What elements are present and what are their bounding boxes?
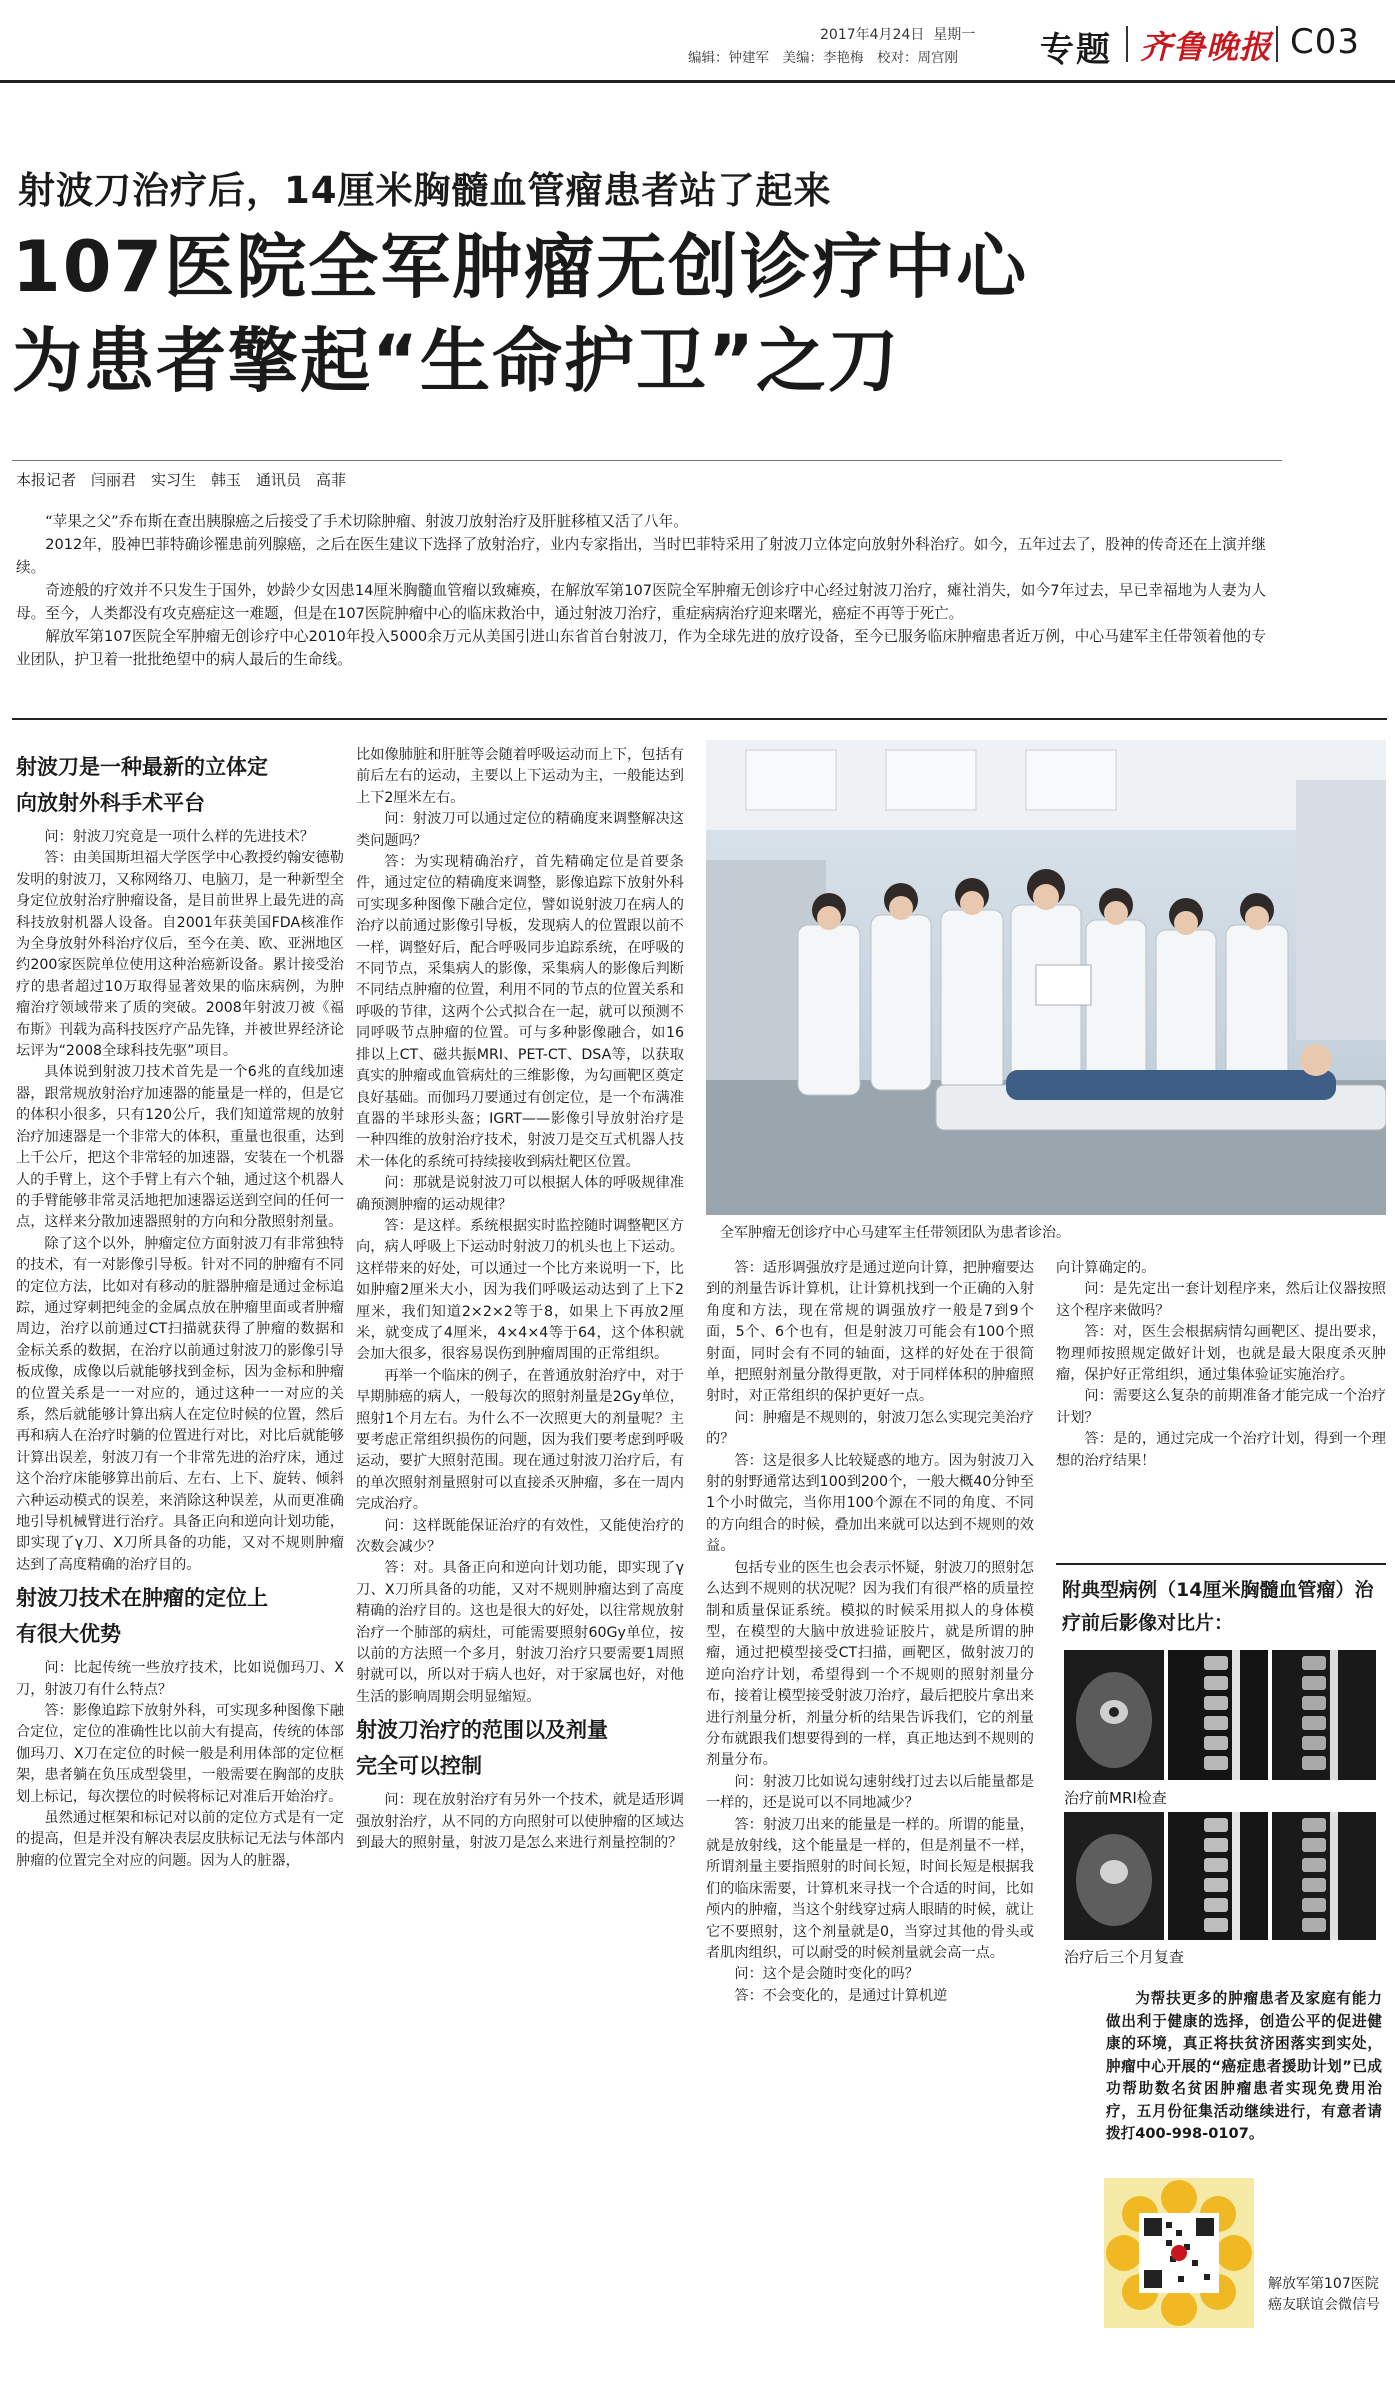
column-2 [356,745,684,2385]
mri-before-images [1064,1650,1376,1780]
paragraph: 答：是的，通过完成一个治疗计划，得到一个理想的治疗结果！ [1056,1431,1386,1469]
notice-text: 为帮扶更多的肿瘤患者及家庭有能力做出利于健康的选择，创造公平的促进健康的环境，真正将扶贫济困落实到实处，肿瘤中心开展的“癌症患者援助计划”已成功帮助数名贫困肿瘤患者实现免费用治疗，五月份征集活动继续进行，有意者请拨打400-998-0107。 [1106,1990,1382,2142]
date-line [820,24,975,44]
headline-line2: 为患者擎起“生命护卫”之刀 [12,320,901,402]
byline-rule [12,460,1282,461]
paragraph: 答：对，医生会根据病情勾画靶区、提出要求，物理师按照规定做好计划，也就是最大限度杀灭肿瘤，保护好正常组织，通过集体验证实施治疗。 [1056,1324,1386,1384]
mri-after-images [1064,1812,1376,1940]
header-divider [1126,26,1128,62]
label-after: 治疗后三个月复查 [1064,1948,1185,1966]
paragraph: 问：需要这么复杂的前期准备才能完成一个治疗计划？ [1056,1388,1386,1426]
case-rule [1056,1563,1386,1565]
paragraph: 答：适形调强放疗是通过逆向计算，把肿瘤要达到的剂量告诉计算机，让计算机找到一个正确的入射角度和方法，现在常规的调强放疗一般是7到9个面，5个、6个也有，但是射波刀可能会有100个照射面，同时会有不同的轴面，这样的好处在于很简单，把照射剂量分散得更散，对于同样体积的肿瘤照射时，对正常组织的保护更好一点。 [706,1260,1034,1405]
paragraph: 包括专业的医生也会表示怀疑，射波刀的照射怎么达到不规则的状况呢？因为我们有很严格的质量控制和质量保证系统。模拟的时候采用拟人的身体模型，在模型的大脑中放进验证胶片，就是所谓的肿瘤，通过把模型接受CT扫描，画靶区，做射波刀的逆向治疗计划，希望得到一个不规则的照射剂量分布，接着让模型接受射波刀治疗，最后把胶片拿出来进行剂量分析，剂量分析的结果告诉我们，它的剂量分布就跟我们想要得到的一样，真正地达到不规则的剂量分布。 [706,1559,1034,1769]
paragraph: 问：比起传统一些放疗技术，比如说伽玛刀、X刀，射波刀有什么特点？ [16,1660,344,1698]
column-1 [16,745,344,2385]
page-number: C03 [1290,22,1361,62]
intro-paragraph: 2012年，股神巴菲特确诊罹患前列腺癌，之后在医生建议下选择了放射治疗，业内专家指出，当时巴菲特采用了射波刀立体定向放射外科治疗。如今，五年过去了，股神的传奇还在上演并继续。 [16,536,1266,576]
section-name: 专题 [1040,30,1112,70]
photo-caption: 全军肿瘤无创诊疗中心马建军主任带领团队为患者诊治。 [720,1225,1070,1241]
byline: 本报记者 闫丽君 实习生 韩玉 通讯员 高菲 [16,471,347,489]
mri-before-illustration [1064,1650,1376,1780]
paragraph: 问：射波刀究竟是一项什么样的先进技术？ [44,829,314,845]
header-rule [0,80,1395,83]
paper-logo: 齐鲁晚报 [1140,28,1273,66]
paragraph: 问：射波刀比如说勾速射线打过去以后能量都是一样的，还是说可以不同地减少？ [706,1773,1034,1812]
paragraph: 答：为实现精确治疗，首先精确定位是首要条件，通过定位的精确度来调整，影像追踪下放射外科可实现多种图像下融合定位，譬如说射波刀在病人的治疗以前通过影像引导板，发现病人的位置跟以前不一样，调整好后，配合呼吸同步追踪系统，在呼吸的不同节点，采集病人的影像，采集病人的影像后判断不同结点肿瘤的位置，利用不同的节点的位置关系和呼吸的节律，这两个公式拟合在一起，就可以预测不同呼吸节点肿瘤的位置。可与多种影像融合，如16排以上CT、磁共振MRI、PET-CT、DSA等，以获取真实的肿瘤或血管病灶的三维影像，为勾画靶区奠定良好基础。而伽玛刀要通过有创定位，是一个布满准直器的半球形头盔；IGRT——影像引导放射治疗是一种四维的放射治疗技术，射波刀是交互式机器人技术一体化的系统可持续接收到病灶靶区位置。 [356,854,684,1170]
column-3 [706,1258,1034,2385]
headline-line1: 107医院全军肿瘤无创诊疗中心 [12,226,1029,308]
paragraph: 答：是这样。系统根据实时监控随时调整靶区方向，病人呼吸上下运动时射波刀的机头也上下运动。这样带来的好处，可以通过一个比方来说明一下，比如肿瘤2厘米大小，因为我们呼吸运动达到了上下2厘米，我们知道2×2×2等于8，如果上下再放2厘米，就变成了4厘米，4×4×4等于64，这个体积就会加大很多，很容易误伤到肿瘤周围的正常组织。 [356,1217,684,1363]
paragraph: 答：射波刀出来的能量是一样的。所谓的能量，就是放射线，这个能量是一样的，但是剂量不一样，所谓剂量主要指照射的时间长短，时间长短是根据我们的临床需要，计算机来寻找一个合适的时间，比如颅内的肿瘤，当这个射线穿过病人眼睛的时候，就让它不要照射，这个剂量就是0，当穿过其他的骨头或者肌肉组织，可以耐受的时候剂量就会高一点。 [706,1816,1034,1961]
paragraph: 问：肿瘤是不规则的，射波刀怎么实现完美治疗的？ [706,1409,1034,1448]
paragraph: 答：影像追踪下放射外科，可实现多种图像下融合定位，定位的准确性比以前大有提高，传统的体部伽玛刀、X刀在定位的时候一般是利用体部的定位框架，患者躺在负压成型袋里，一般需要在胸部的皮肤划上标记，每次摆位的时候将标记对准后开始治疗。 [16,1703,344,1805]
paragraph: 问：这个是会随时变化的吗？ [734,1966,919,1983]
team-photo [706,740,1386,1215]
paragraph: 虽然通过框架和标记对以前的定位方式是有一定的提高，但是并没有解决表层皮肤标记无法与体部内肿瘤的位置完全对应的问题。因为人的脏器， [16,1810,344,1869]
paragraph: 具体说到射波刀技术首先是一个6兆的直线加速器，跟常规放射治疗加速器的能量是一样的，但是它的体积小很多，只有120公斤，我们知道常规的放射治疗加速器是一个非常大的体积，重量也很重，达到上千公斤，把这个非常轻的加速器，安装在一个机器人的手臂上，这个手臂上有六个轴，通过这个机器人的手臂能够非常灵活地把加速器运送到空间的任何一点，这样来分散加速器照射的方向和分散照射剂量。 [16,1064,344,1231]
subheading: 射波刀是一种最新的立体定 向放射外科手术平台 [16,755,268,815]
paragraph: 再举一个临床的例子，在普通放射治疗中，对于早期肺癌的病人，一般每次的照射剂量是2Gy单位，照射1个月左右。为什么不一次照更大的剂量呢？主要考虑正常组织损伤的问题，因为我们要考虑到呼吸运动，要扩大照射范围。现在通过射波刀治疗后，有的单次照射剂量照射可以直接杀灭肿瘤，多在一周内完成治疗。 [356,1367,684,1513]
paragraph: 问：这样既能保证治疗的有效性，又能使治疗的次数会减少？ [356,1517,684,1556]
paragraph: 问：那就是说射波刀可以根据人体的呼吸规律准确预测肿瘤的运动规律？ [356,1175,684,1213]
intro-paragraph: “苹果之父”乔布斯在查出胰腺癌之后接受了手术切除肿瘤、射波刀放射治疗及肝脏移植又活了八年。 [45,513,688,530]
paragraph: 问：现在放射治疗有另外一个技术，就是适形调强放射治疗，从不同的方向照射可以使肿瘤的区域达到最大的照射量，射波刀是怎么来进行剂量控制的？ [356,1792,684,1852]
intro-rule [12,718,1387,720]
label-before: 治疗前MRI检查 [1064,1789,1167,1807]
editors-line: 编辑：钟建军 美编：李艳梅 校对：周宫刚 [688,50,958,66]
date: 2017年4月24日 [820,27,925,43]
subheading: 射波刀技术在肿瘤的定位上 有很大优势 [16,1586,268,1647]
intro [16,510,1266,671]
paragraph: 问：射波刀可以通过定位的精确度来调整解决这类问题吗？ [356,811,684,849]
intro-paragraph: 奇迹般的疗效并不只发生于国外，妙龄少女因患14厘米胸髓血管瘤以致瘫痪，在解放军第107医院全军肿瘤无创诊疗中心经过射波刀治疗，瘫社消失，如今7年过去，早已幸福地为人妻为人母。至今，人类都没有攻克癌症这一难题，但是在107医院肿瘤中心的临床救治中，通过射波刀治疗，重症病病治疗迎来曙光，癌症不再等于死亡。 [16,582,1266,622]
weekday: 星期一 [933,27,976,43]
team-photo-illustration [706,740,1386,1215]
column-4 [1056,1258,1386,1558]
case-title: 附典型病例（14厘米胸髓血管瘤）治疗前后影像对比片： [1062,1579,1374,1634]
paragraph: 比如像肺脏和肝脏等会随着呼吸运动而上下，包括有前后左右的运动，主要以上下运动为主，一般能达到上下2厘米左右。 [356,747,684,806]
paragraph: 答：不会变化的，是通过计算机逆 [734,1987,948,2004]
qr-caption: 解放军第107医院癌友联谊会微信号 [1268,2276,1380,2313]
paragraph: 答：由美国斯坦福大学医学中心教授约翰安德勒发明的射波刀，又称网络刀、电脑刀，是一种新型全身定位放射治疗肿瘤设备，是目前世界上最先进的高科技放射机器人设备。自2001年获美国FDA核准作为全身放射外科治疗仪后，至今在美、欧、亚洲地区约200家医院单位使用这种治癌新设备。累计接受治疗的患者超过10万取得显著效果的临床病例，为肿瘤治疗领域带来了质的突破。2008年射波刀被《福布斯》刊载为高科技医疗产品先锋，并被世界经济论坛评为“2008全球科技先驱”项目。 [16,850,344,1060]
paragraph: 答：这是很多人比较疑惑的地方。因为射波刀入射的射野通常达到100到200个，一般大概40分钟至1个小时做完，当你用100个源在不同的角度、不同的方向组合的时候，叠加出来就可以达到不规则的效益。 [706,1452,1034,1555]
notice-box [1106,1988,1382,2168]
mri-after-illustration [1064,1812,1376,1940]
header-divider [1276,26,1278,62]
paragraph: 向计算确定的。 [1056,1260,1156,1276]
paragraph: 答：对。具备正向和逆向计划功能，即实现了γ刀、X刀所具备的功能，又对不规则肿瘤达到了高度精确的治疗目的。这也是很大的好处，以往常规放射治疗一个肺部的病灶，可能需要照射60Gy单位，按以前的方法照一个多月，射波刀治疗只要需要1周照射就可以，所以对于病人也好，对于家属也好，对他生活的影响周期会明显缩短。 [356,1560,684,1705]
intro-paragraph: 解放军第107医院全军肿瘤无创诊疗中心2010年投入5000余万元从美国引进山东省首台射波刀，作为全球先进的放疗设备，至今已服务临床肿瘤患者近万例，中心马建军主任带领着他的专业团队，护卫着一批批绝望中的病人最后的生命线。 [16,628,1266,668]
paragraph: 除了这个以外，肿瘤定位方面射波刀有非常独特的技术，有一对影像引导板。针对不同的肿瘤有不同的定位方法，比如对有移动的脏器肿瘤是通过金标追踪，通过穿刺把纯金的金属点放在肿瘤里面或者肿瘤周边，治疗以前通过CT扫描就获得了肿瘤的数据和金标关系的数据，在治疗以前通过射波刀的影像引导板成像，成像以后就能够找到金标，因为金标和肿瘤的位置关系是一一对应的，通过这种一一对应的关系，然后就能够计算出病人在定位时候的位置，然后再和病人在治疗时躺的位置进行对比，对比后就能够计算出误差，射波刀有一个非常先进的治疗床，通过这个治疗床能够算出前后、左右、上下、旋转、倾斜六种运动模式的误差，来消除这种误差，从而更准确地引导机械臂进行治疗。具备正向和逆向计划功能，即实现了γ刀、X刀所具备的功能，又对不规则肿瘤达到了高度精确的治疗目的。 [16,1235,344,1573]
qr-code [1104,2178,1254,2328]
qr-code-icon [1104,2178,1254,2328]
subheading: 射波刀治疗的范围以及剂量 完全可以控制 [356,1718,608,1779]
kicker: 射波刀治疗后，14厘米胸髓血管瘤患者站了起来 [18,169,832,212]
paragraph: 问：是先定出一套计划程序来，然后让仪器按照这个程序来做吗？ [1056,1281,1386,1319]
